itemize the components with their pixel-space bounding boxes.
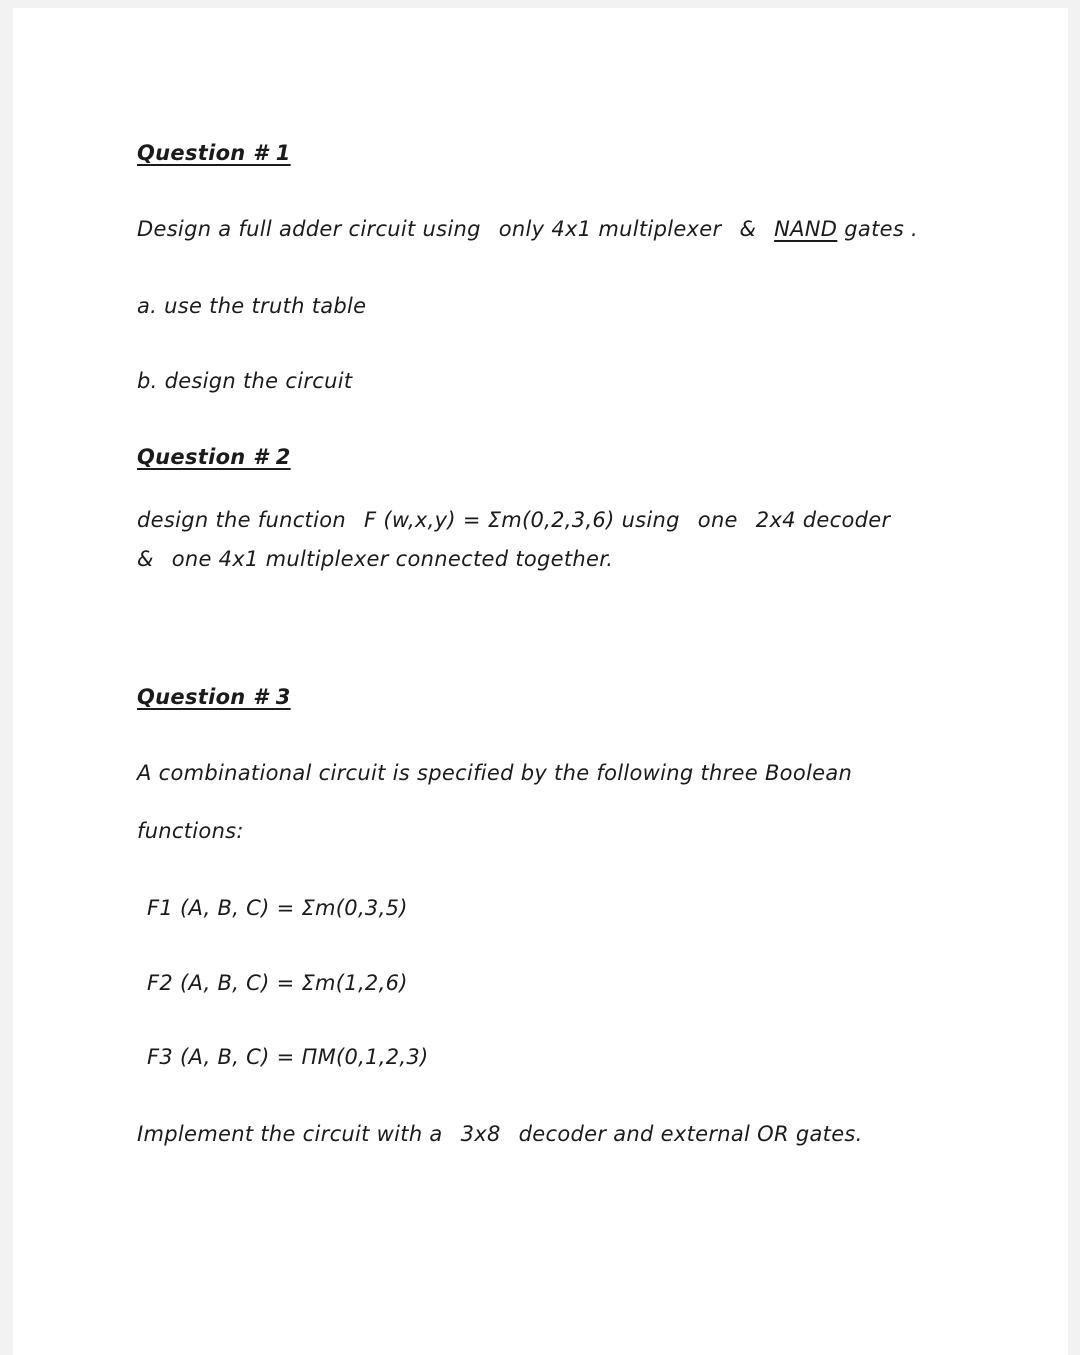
q2-line1-a: design the function [137,508,346,532]
question-3-function-f2: F2 (A, B, C) = Σm(1,2,6) [147,971,408,995]
question-2-line-1 [137,508,890,532]
q1-ampersand: & [739,217,757,241]
q2-line2-text: one 4x1 multiplexer connected together. [171,547,614,571]
question-3-function-f3: F3 (A, B, C) = ΠM(0,1,2,3) [147,1045,429,1069]
q2-function: F (w,x,y) = Σm(0,2,3,6) [363,508,615,532]
question-2-heading: Question # 2 [137,445,291,469]
question-1-part-b: b. design the circuit [137,369,353,393]
q2-line1-d: 2x4 decoder [755,508,891,532]
q3-implement-b: 3x8 [460,1122,501,1146]
question-1-part-a: a. use the truth table [137,294,367,318]
question-1-statement [137,217,918,241]
document-page [13,8,1068,1355]
question-3-intro-line-2: functions: [137,819,244,843]
q1-nand: NAND [774,217,838,241]
q2-line1-b: using [621,508,680,532]
question-3-implement [137,1122,863,1146]
q3-implement-a: Implement the circuit with a [137,1122,443,1146]
q3-implement-c: decoder and external OR gates. [518,1122,863,1146]
q2-line1-c: one [697,508,738,532]
question-2-line-2 [137,547,613,571]
q1-text-after: gates . [844,217,919,241]
question-3-intro-line-1: A combinational circuit is specified by the following three Boolean [137,761,853,785]
question-3-function-f1: F1 (A, B, C) = Σm(0,3,5) [147,896,408,920]
question-3-heading: Question # 3 [137,685,291,709]
q2-line2-ampersand: & [137,547,154,571]
q1-text-mid: only 4x1 multiplexer [498,217,722,241]
question-1-heading: Question # 1 [137,141,291,165]
q1-text-before: Design a full adder circuit using [137,217,481,241]
